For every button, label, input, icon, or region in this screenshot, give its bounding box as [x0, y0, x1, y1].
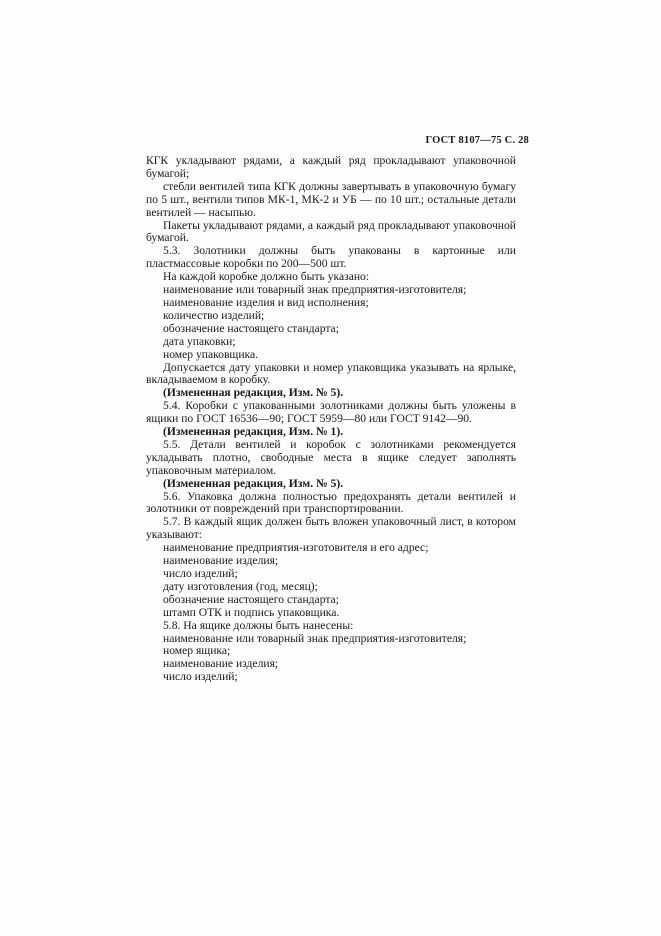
list-item: штамп ОТК и подпись упаковщика. — [163, 605, 340, 619]
section-5-7: 5.7. В каждый ящик должен быть вложен упаковочный лист, в котором указывают: — [146, 515, 516, 542]
section-5-6: 5.6. Упаковка должна полностью предохранять детали вентилей и золотники от повреждений при транспортировании. — [146, 489, 516, 516]
list-item: количество изделий; — [163, 308, 265, 322]
section-5-3: 5.3. Золотники должны быть упакованы в картонные или пластмассовые коробки по 200—500 шт. — [146, 244, 516, 271]
list-item: число изделий; — [163, 567, 238, 580]
list-item: число изделий; — [163, 670, 238, 684]
list-item: дату изготовления (год, месяц); — [163, 579, 318, 593]
section-5-4: 5.4. Коробки с упакованными золотниками должны быть уложены в ящики по ГОСТ 16536—90; ГОСТ 5959—80 или ГОСТ 9142—90. — [146, 399, 516, 426]
list-item: дата упаковки; — [163, 334, 236, 348]
paragraph: Допускается дату упаковки и номер упаковщика указывать на ярлыке, вкладываемом в коробку. — [146, 360, 516, 387]
paragraph: На каждой коробке должно быть указано: — [163, 270, 370, 284]
section-5-5: 5.5. Детали вентилей и коробок с золотниками рекомендуется укладывать плотно, свободные места в ящике следует заполнять упаковочным материалом. — [146, 437, 516, 477]
paragraph: Пакеты укладывают рядами, а каждый ряд прокладывают упаковочной бумагой. — [146, 218, 516, 245]
list-item: наименование предприятия-изготовителя и его адрес; — [163, 541, 429, 555]
list-item: наименование изделия и вид исполнения; — [163, 295, 369, 309]
paragraph: стебли вентилей типа КГК должны завертывать в упаковочную бумагу по 5 шт., вентили типов МК-1, МК-2 и УБ — по 10 шт.; остальные детали вентилей — насыпью. — [146, 179, 516, 219]
revision-note: (Измененная редакция, Изм. № 5). — [163, 386, 344, 400]
section-5-8: 5.8. На ящике должны быть нанесены: — [163, 618, 354, 632]
revision-note: (Измененная редакция, Изм. № 1). — [163, 425, 344, 439]
running-header: ГОСТ 8107—75 С. 28 — [425, 135, 529, 146]
list-item: наименование изделия; — [163, 657, 279, 671]
revision-note: (Измененная редакция, Изм. № 5). — [163, 476, 344, 490]
list-item: обозначение настоящего стандарта; — [163, 592, 339, 606]
paragraph: КГК укладывают рядами, а каждый ряд прокладывают упаковочной бумагой; — [146, 154, 516, 180]
list-item: номер ящика; — [163, 644, 231, 658]
list-item: обозначение настоящего стандарта; — [163, 321, 339, 335]
list-item: номер упаковщика. — [163, 347, 259, 361]
list-item: наименование или товарный знак предприятия-изготовителя; — [163, 283, 467, 297]
list-item: наименование или товарный знак предприятия-изготовителя; — [163, 631, 467, 645]
document-body — [146, 155, 516, 684]
list-item: наименование изделия; — [163, 554, 279, 568]
